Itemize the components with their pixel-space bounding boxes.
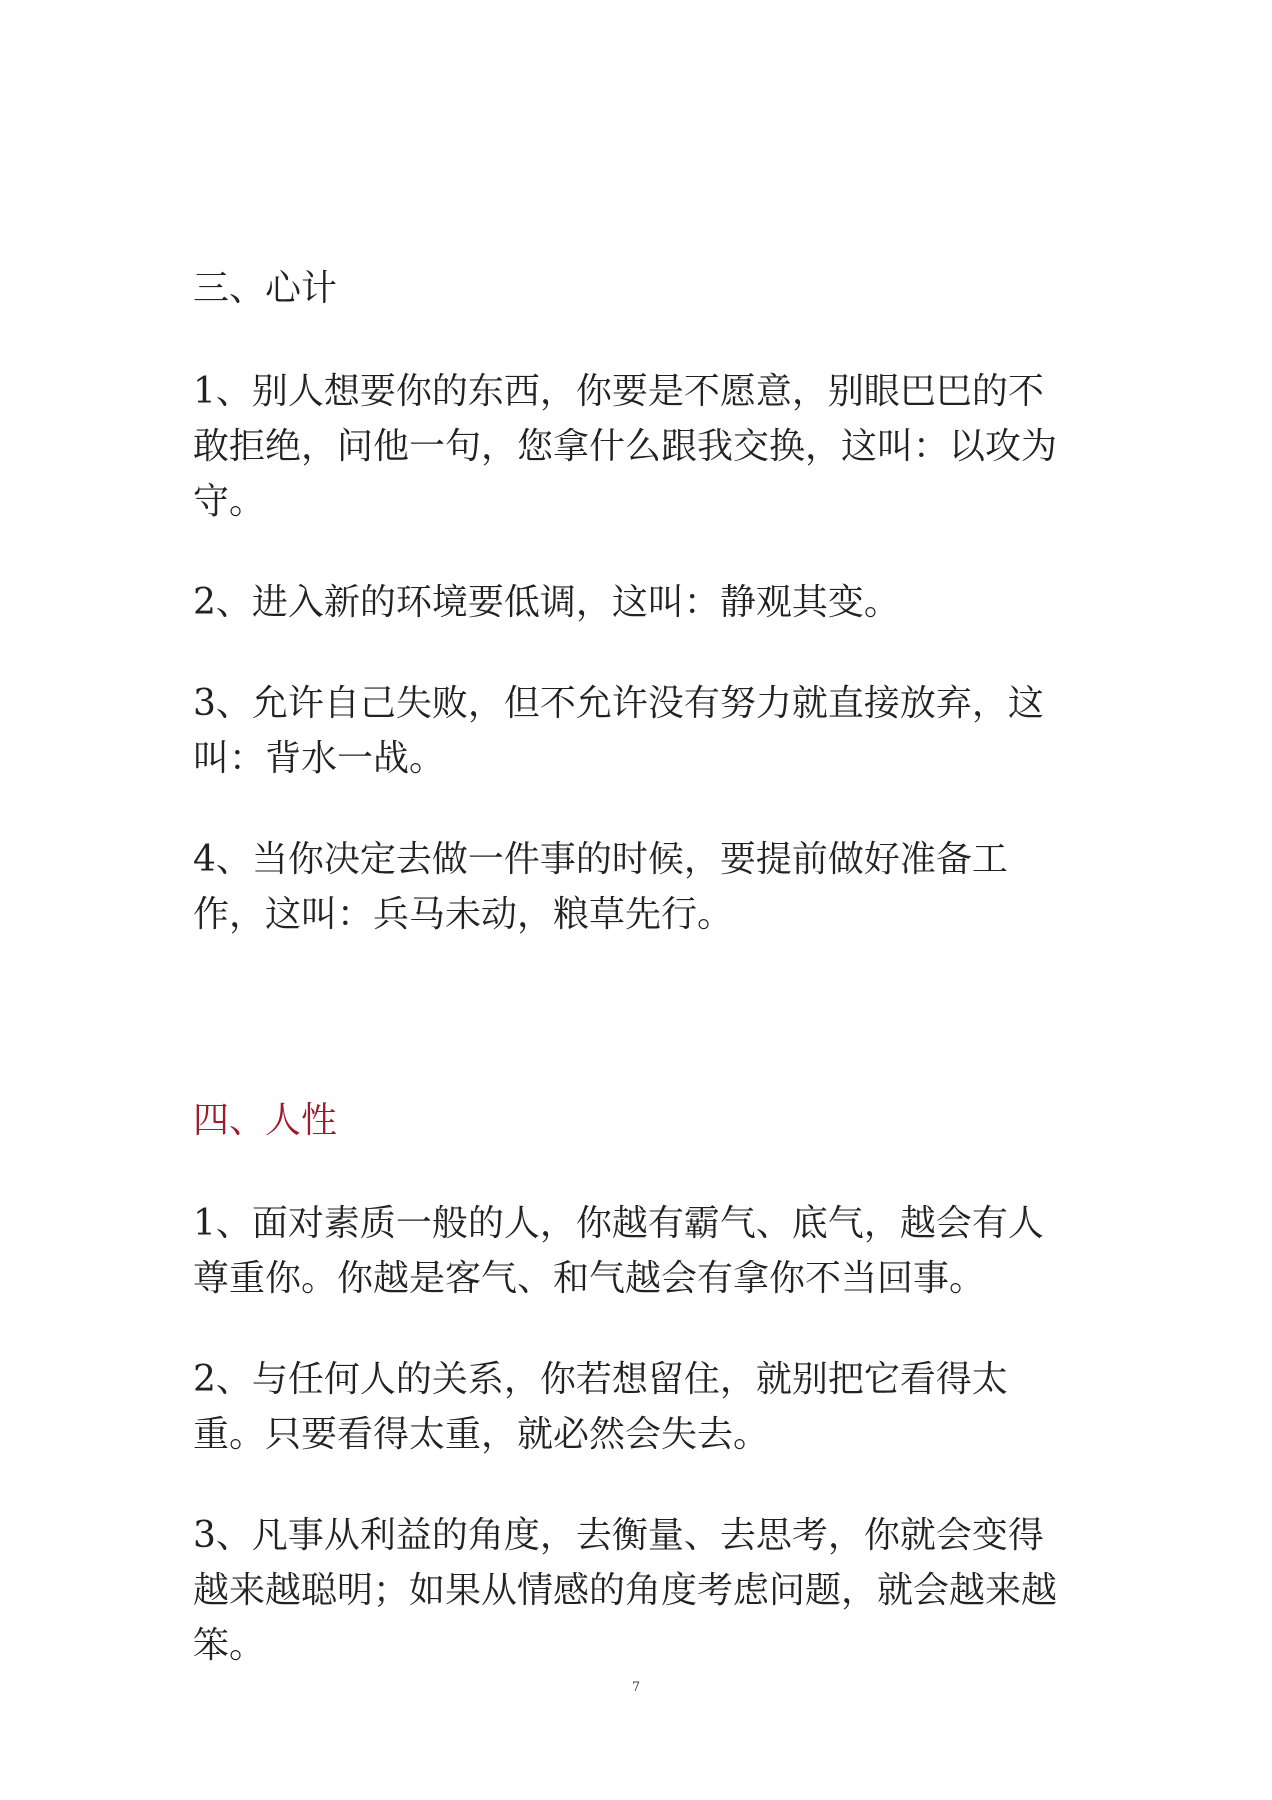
section-heading-xinji: 三、心计 — [193, 268, 338, 309]
section-renxing-item-3: 3、凡事从利益的角度，去衡量、去思考，你就会变得越来越聪明；如果从情感的角度考虑问题，就会越来越笨。 — [193, 1515, 1058, 1666]
page-number: 7 — [631, 1680, 641, 1695]
section-xinji-item-4: 4、当你决定去做一件事的时候，要提前做好准备工作，这叫：兵马未动，粮草先行。 — [193, 839, 1008, 935]
page-content — [193, 262, 1093, 1673]
section-heading-renxing: 四、人性 — [193, 1100, 338, 1141]
section-xinji-item-2: 2、进入新的环境要低调，这叫：静观其变。 — [193, 582, 900, 623]
section-xinji-item-1: 1、别人想要你的东西，你要是不愿意，别眼巴巴的不敢拒绝，问他一句，您拿什么跟我交换，这叫：以攻为守。 — [193, 371, 1058, 522]
section-renxing-item-1: 1、面对素质一般的人，你越有霸气、底气，越会有人尊重你。你越是客气、和气越会有拿你不当回事。 — [193, 1203, 1044, 1299]
section-xinji-item-3: 3、允许自己失败，但不允许没有努力就直接放弃，这叫：背水一战。 — [193, 683, 1044, 779]
section-renxing-item-2: 2、与任何人的关系，你若想留住，就别把它看得太重。只要看得太重，就必然会失去。 — [193, 1359, 1008, 1455]
